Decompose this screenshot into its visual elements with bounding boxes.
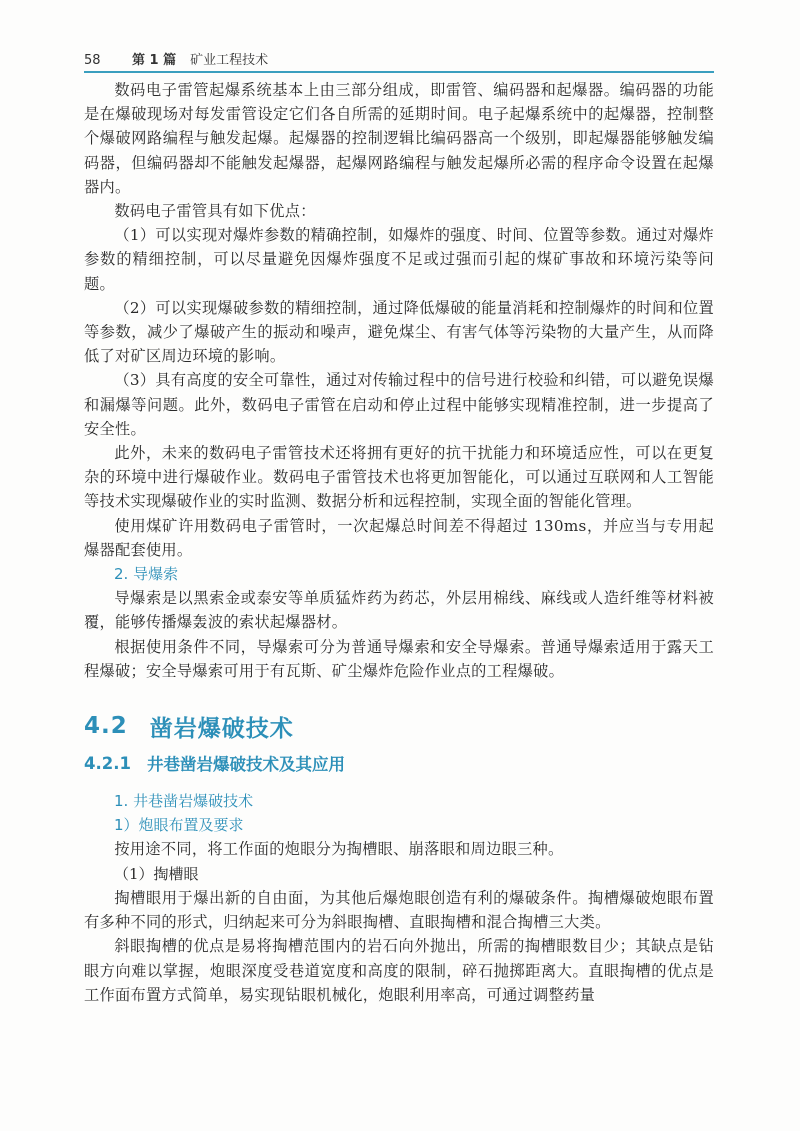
section-number: 4.2 (84, 713, 128, 740)
header-rule (84, 71, 714, 73)
paragraph: 导爆索是以黑索金或泰安等单质猛炸药为药芯，外层用棉线、麻线或人造纤维等材料被覆，能够传播爆轰波的索状起爆器材。 (84, 589, 714, 632)
paragraph: 掏槽眼用于爆出新的自由面，为其他后爆炮眼创造有利的爆破条件。掏槽爆破炮眼布置有多种不同的形式，归纳起来可分为斜眼掏槽、直眼掏槽和混合掏槽三大类。 (84, 888, 714, 932)
paragraph: 数码电子雷管起爆系统基本上由三部分组成，即雷管、编码器和起爆器。编码器的功能是在爆破现场对每发雷管设定它们各自所需的延期时间。电子起爆系统中的起爆器，控制整个爆破网路编程与触发起爆。起爆器的控制逻辑比编码器高一个级别，即起爆器能够触发编码器，但编码器却不能触发起爆器，起爆网路编程与触发起爆所必需的程序命令设置在起爆器内。 (84, 81, 714, 196)
spacer (84, 779, 714, 789)
paragraph: 此外，未来的数码电子雷管技术还将拥有更好的抗干扰能力和环境适应性，可以在更复杂的环境中进行爆破作业。数码电子雷管技术也将更加智能化，可以通过互联网和人工智能等技术实现爆破作业的实时监测、数据分析和远程控制，实现全面的智能化管理。 (84, 444, 714, 511)
heading-detonating-cord: 2. 导爆索 (114, 565, 179, 584)
section-heading (84, 683, 714, 743)
paragraph: 斜眼掏槽的优点是易将掏槽范围内的岩石向外抛出，所需的掏槽眼数目少；其缺点是钻眼方向难以掌握，炮眼深度受巷道宽度和高度的限制，碎石抛掷距离大。直眼掏槽的优点是工作面布置方式简单，易实现钻眼机械化，炮眼利用率高，可通过调整药量 (84, 937, 714, 1004)
paragraph: 数码电子雷管具有如下优点： (114, 202, 316, 221)
page-number: 58 (84, 53, 101, 68)
section-title: 凿岩爆破技术 (149, 715, 294, 742)
running-header (84, 44, 714, 68)
paragraph: （2）可以实现爆破参数的精细控制，通过降低爆破的能量消耗和控制爆炸的时间和位置等参数，减少了爆破产生的振动和噪声，避免煤尘、有害气体等污染物的大量产生，从而降低了对矿区周边环境的影响。 (84, 298, 714, 366)
paragraph: （1）可以实现对爆炸参数的精确控制，如爆炸的强度、时间、位置等参数。通过对爆炸参数的精细控制，可以尽量避免因爆炸强度不足或过强而引起的煤矿事故和环境污染等问题。 (84, 226, 714, 293)
heading-1: 1. 井巷凿岩爆破技术 (114, 792, 254, 811)
subsection-title: 井巷凿岩爆破技术及其应用 (146, 755, 345, 775)
header-title: 矿业工程技术 (190, 53, 269, 68)
paragraph: 根据使用条件不同，导爆索可分为普通导爆索和安全导爆索。普通导爆索适用于露天工程爆破；安全导爆索可用于有瓦斯、矿尘爆炸危险作业点的工程爆破。 (84, 637, 714, 680)
part-label: 第 1 篇 (132, 53, 177, 68)
subsection-heading (84, 743, 714, 779)
paragraph: 使用煤矿许用数码电子雷管时，一次起爆总时间差不得超过 130ms，并应当与专用起爆器配套使用。 (84, 516, 714, 559)
subsection-number: 4.2.1 (84, 753, 131, 773)
heading-1-1: 1）炮眼布置及要求 (114, 816, 244, 835)
heading-1-1-1: （1）掏槽眼 (114, 864, 199, 883)
paragraph: （3）具有高度的安全可靠性，通过对传输过程中的信号进行校验和纠错，可以避免误爆和漏爆等问题。此外，数码电子雷管在启动和停止过程中能够实现精准控制，进一步提高了安全性。 (84, 371, 714, 438)
paragraph: 按用途不同，将工作面的炮眼分为掏槽眼、崩落眼和周边眼三种。 (114, 840, 564, 859)
body-content (84, 78, 714, 1007)
